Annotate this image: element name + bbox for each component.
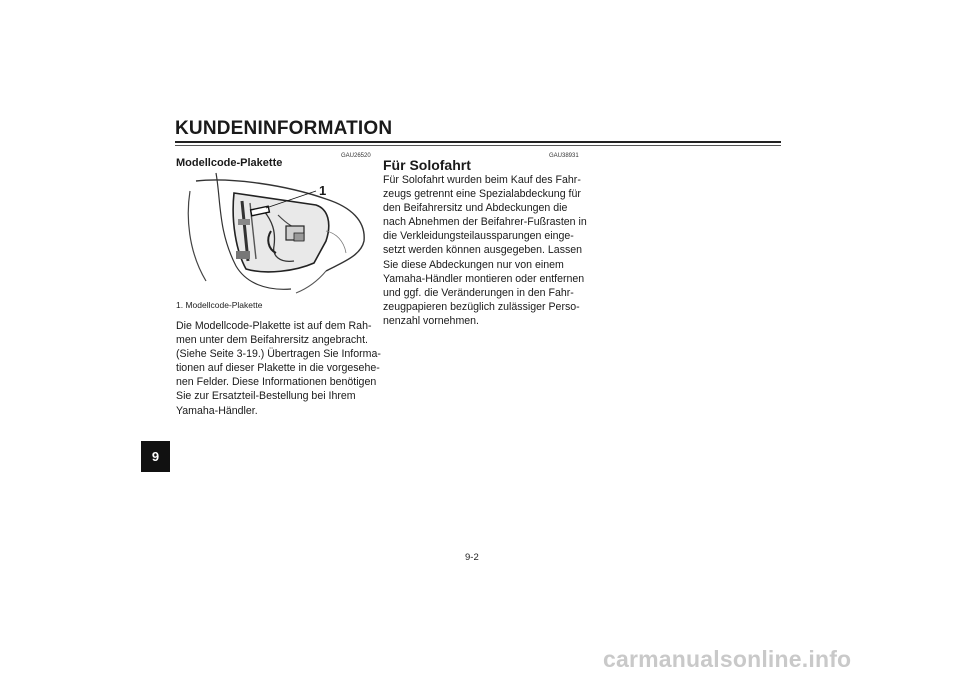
figure-callout-number: 1 (319, 183, 327, 198)
section-heading-solofahrt: Für Solofahrt (383, 157, 471, 173)
title-rule (175, 141, 781, 143)
title-rule-thin (175, 145, 781, 146)
motorcycle-frame-illustration (176, 171, 372, 294)
figure-model-plate (176, 171, 372, 294)
page-number: 9-2 (465, 552, 479, 563)
section-code: GAU26520 (341, 153, 371, 159)
page-title: KUNDENINFORMATION (175, 118, 393, 139)
section-heading-modellcode: Modellcode-Plakette (176, 157, 283, 169)
watermark: carmanualsonline.info (603, 646, 852, 672)
chapter-tab: 9 (141, 441, 170, 472)
solofahrt-body-text: Für Solofahrt wurden beim Kauf des Fahr- zeugs getrennt eine Spezialabdeckung für den Beifahrersitz und Abdeckungen die nach Abnehmen der Beifahrer-Fußrasten in die Verkleidungsteilaussparungen einge- setzt werden können ausgegeben. Lassen Sie diese Abdeckungen nur von einem Yamaha-Händler montieren oder entfernen und ggf. die Veränderungen in den Fahr- zeugpapieren bezüglich zulässiger Perso- nenzahl vornehmen. (383, 174, 587, 327)
modellcode-body-text: Die Modellcode-Plakette ist auf dem Rah- men unter dem Beifahrersitz angebracht. (Siehe Seite 3-19.) Übertragen Sie Informa- tionen auf dieser Plakette in die vorgesehe- nen Felder. Diese Informationen benötigen Sie zur Ersatzteil-Bestellung bei Ihrem Yamaha-Händler. (176, 320, 381, 417)
section-code-right: GAU38931 (549, 153, 579, 159)
figure-caption: 1. Modellcode-Plakette (176, 300, 263, 310)
